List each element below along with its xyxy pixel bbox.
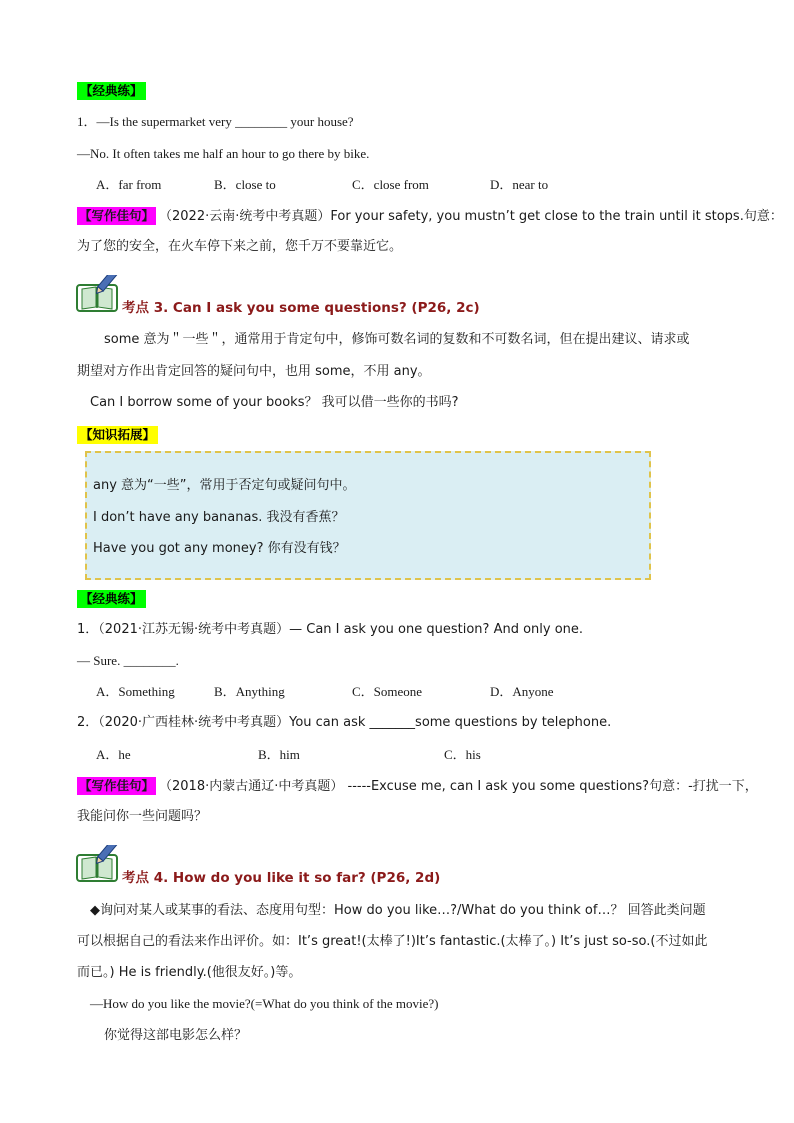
key-point-4-title: 考点 4. How do you like it so far? (P26, 2d) [122,870,441,886]
classic-practice-tag: 【经典练】 [77,82,146,100]
question-2-2-stem: 2．（2020·广西桂林·统考中考真题）You can ask _______some questions by telephone. [77,715,612,730]
option-a[interactable]: A．he [96,747,131,762]
option-a[interactable]: A．far from [96,177,162,192]
option-c[interactable]: C．close from [352,177,429,192]
kp4-paragraph-line3: 而已。) He is friendly.(他很友好。)等。 [77,965,302,980]
tipbox-line-3: Have you got any money? 你有没有钱？ [93,541,346,556]
option-b[interactable]: B．Anything [214,684,285,699]
kp4-example-en: —How do you like the movie?(=What do you think of the movie?) [90,996,439,1011]
writing-sentence-2-line2: 我能问你一些问题吗？ [77,809,208,824]
knowledge-extension-tag: 【知识拓展】 [77,426,158,444]
writing-sentence-2-line1 [77,777,758,796]
kp4-example-cn: 你觉得这部电影怎么样？ [104,1028,248,1043]
option-c[interactable]: C．Someone [352,684,423,699]
kp4-paragraph-line1: ◆询问对某人或某事的看法、态度用句型：How do you like…?/What do you think of…？ 回答此类问题 [90,903,706,918]
kp3-paragraph-line1: some 意为＂一些＂，通常用于肯定句中，修饰可数名词的复数和不可数名词，但在提出建议、请求或 [104,332,690,347]
question-2-1-stem: 1．（2021·江苏无锡·统考中考真题）— Can I ask you one question? And only one. [77,622,584,637]
kp3-example: Can I borrow some of your books？ 我可以借一些你的书吗? [90,395,459,410]
option-b[interactable]: B．close to [214,177,276,192]
kp3-paragraph-line2: 期望对方作出肯定回答的疑问句中，也用 some，不用 any。 [77,364,431,379]
writing-tag: 【写作佳句】 [79,208,155,223]
option-b[interactable]: B．him [258,747,300,762]
option-d[interactable]: D．Anyone [490,684,554,699]
question-2-1-reply: — Sure. ________. [77,653,179,668]
book-pencil-icon [76,845,120,883]
option-c[interactable]: C．his [444,747,481,762]
classic-practice-tag-2: 【经典练】 [77,590,146,608]
writing-sentence-line2: 为了您的安全，在火车停下来之前，您千万不要靠近它。 [77,239,403,254]
option-d[interactable]: D．near to [490,177,549,192]
writing-text: （2022·云南·统考中考真题）For your safety, you mustn’t get close to the train until it stops.句意： [159,209,783,224]
knowledge-extension-box [85,451,651,580]
writing-text-2: （2018·内蒙古通辽·中考真题） -----Excuse me, can I ask you some questions?句意：-打扰一下， [159,779,758,794]
question-1-stem: 1．—Is the supermarket very ________ your house? [77,114,354,129]
writing-tag-2: 【写作佳句】 [79,778,155,793]
option-a[interactable]: A．Something [96,684,175,699]
tipbox-line-1: any 意为“一些”，常用于否定句或疑问句中。 [93,478,356,493]
book-pencil-icon [76,275,120,313]
kp4-paragraph-line2: 可以根据自己的看法来作出评价。如：It’s great!(太棒了!)It’s fantastic.(太棒了。) It’s just so-so.(不过如此 [77,934,708,949]
writing-sentence-line1 [77,207,783,226]
tipbox-line-2: I don’t have any bananas. 我没有香蕉？ [93,510,345,525]
key-point-3-title: 考点 3. Can I ask you some questions? (P26, 2c) [122,300,480,316]
question-1-reply: —No. It often takes me half an hour to go there by bike. [77,146,370,161]
